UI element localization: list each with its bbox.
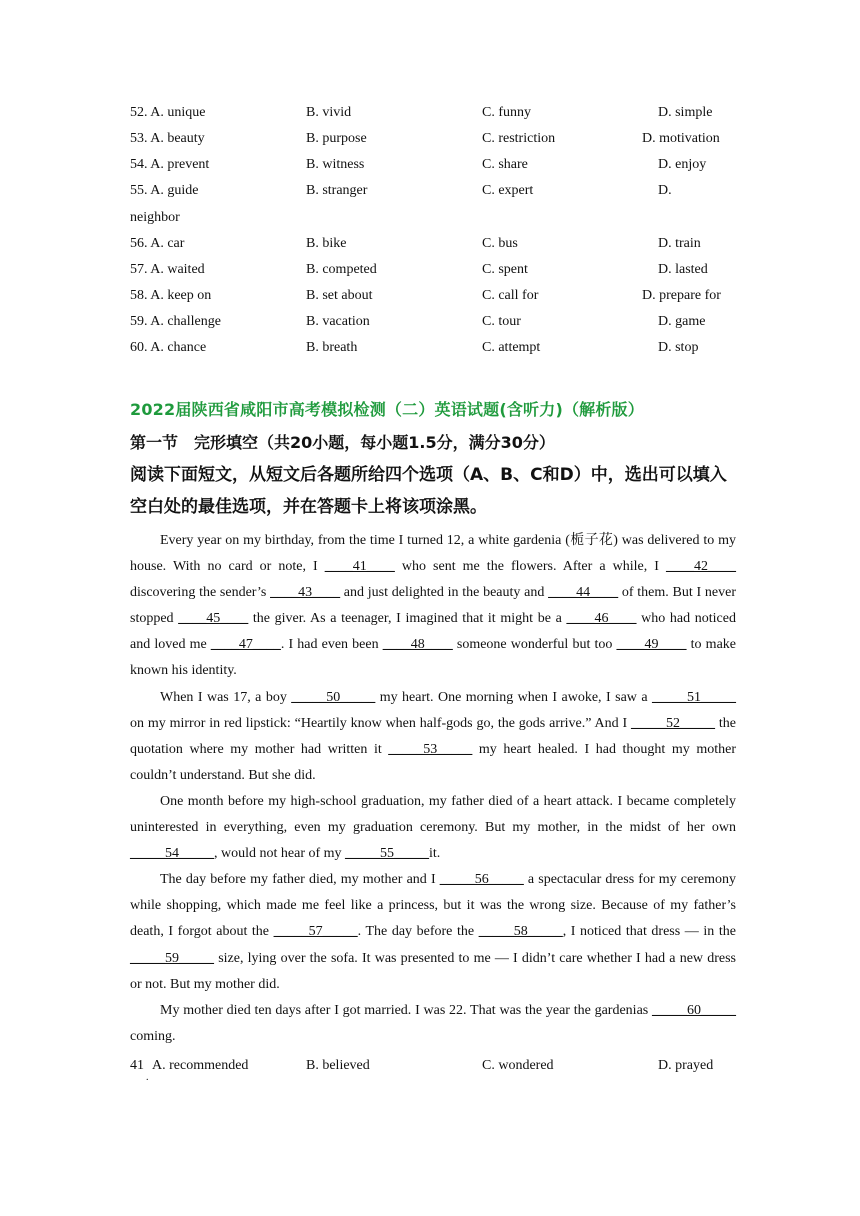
blank-60: _____60_____ bbox=[652, 1002, 736, 1018]
blank-46: ____46____ bbox=[566, 611, 637, 627]
option-a: 55. A. guide bbox=[130, 183, 199, 198]
exam-title: 2022届陕西省咸阳市高考模拟检测（二）英语试题(含听力)（解析版） bbox=[130, 400, 644, 419]
cloze-passage bbox=[130, 528, 736, 1050]
blank-56: _____56_____ bbox=[439, 872, 524, 888]
paragraph-2: When I was 17, a boy _____50_____ my heart. One morning when I awoke, I saw a _____51_____ on my mirror in red lipstick: “Heartily know when half-gods go, the gods arrive.” And I _____52_____ the quotation where my mother had written it _____53_____ my heart healed. I had thought my mother couldn’t understand. But she did. bbox=[130, 689, 736, 783]
option-b: B. bike bbox=[306, 236, 347, 251]
option-d: D. motivation bbox=[642, 131, 720, 146]
option-a: 54. A. prevent bbox=[130, 157, 210, 172]
option-c: C. funny bbox=[482, 105, 531, 120]
blank-57: _____57_____ bbox=[273, 924, 358, 940]
option-c: C. expert bbox=[482, 183, 534, 198]
option-row-56 bbox=[130, 231, 740, 257]
blank-42: ____42____ bbox=[666, 559, 737, 575]
option-row-59 bbox=[130, 309, 740, 335]
section-heading: 第一节 完形填空（共20小题，每小题1.5分，满分30分） bbox=[130, 433, 555, 452]
option-b: B. breath bbox=[306, 340, 358, 355]
blank-49: ____49____ bbox=[616, 637, 687, 653]
option-a: 59. A. challenge bbox=[130, 314, 221, 329]
option-d: D. simple bbox=[658, 105, 713, 120]
blank-44: ____44____ bbox=[548, 585, 619, 601]
option-row-54 bbox=[130, 152, 740, 178]
option-a: 58. A. keep on bbox=[130, 288, 212, 303]
blank-47: ____47____ bbox=[210, 637, 281, 653]
option-a: 57. A. waited bbox=[130, 262, 205, 277]
blank-45: ____45____ bbox=[178, 611, 249, 627]
option-row-53 bbox=[130, 126, 740, 152]
option-d: D. game bbox=[658, 314, 706, 329]
option-row-41 bbox=[130, 1053, 740, 1079]
blank-51: _____51_____ bbox=[652, 689, 736, 705]
option-d: D. enjoy bbox=[658, 157, 707, 172]
number-dot: . bbox=[146, 1072, 149, 1083]
option-a: 52. A. unique bbox=[130, 105, 206, 120]
option-b: B. witness bbox=[306, 157, 365, 172]
option-c: C. tour bbox=[482, 314, 521, 329]
option-d: D. bbox=[658, 183, 672, 198]
option-c: C. attempt bbox=[482, 340, 541, 355]
option-row-60 bbox=[130, 335, 740, 361]
question-number: 41 bbox=[130, 1058, 144, 1073]
option-d: D. prayed bbox=[658, 1058, 714, 1073]
option-row-55 bbox=[130, 178, 740, 204]
blank-50: _____50_____ bbox=[291, 689, 376, 705]
option-c: C. share bbox=[482, 157, 528, 172]
option-a: A. recommended bbox=[152, 1058, 249, 1073]
option-d: D. prepare for bbox=[642, 288, 721, 303]
blank-53: _____53_____ bbox=[388, 741, 473, 757]
paragraph-3: One month before my high-school graduation, my father died of a heart attack. I became completely uninterested in everything, even my graduation ceremony. But my mother, in the midst of her own _____54_____, would not hear of my _____55_____it. bbox=[130, 793, 736, 862]
instructions: 阅读下面短文，从短文后各题所给四个选项（A、B、C和D）中，选出可以填入空白处的最佳选项，并在答题卡上将该项涂黑。 bbox=[130, 465, 727, 517]
blank-59: _____59_____ bbox=[130, 950, 214, 966]
blank-48: ____48____ bbox=[382, 637, 453, 653]
option-d: D. train bbox=[658, 236, 701, 251]
option-c: C. spent bbox=[482, 262, 528, 277]
paragraph-5: My mother died ten days after I got married. I was 22. That was the year the gardenias _____60_____ coming. bbox=[130, 1002, 736, 1044]
option-d-wrap: neighbor bbox=[130, 210, 180, 225]
option-c: C. call for bbox=[482, 288, 539, 303]
blank-55: _____55_____ bbox=[345, 846, 430, 862]
option-c: C. restriction bbox=[482, 131, 556, 146]
blank-58: _____58_____ bbox=[478, 924, 563, 940]
option-b: B. believed bbox=[306, 1058, 370, 1073]
option-b: B. stranger bbox=[306, 183, 368, 198]
option-b: B. set about bbox=[306, 288, 373, 303]
option-row-52 bbox=[130, 100, 740, 126]
paragraph-4: The day before my father died, my mother and I _____56_____ a spectacular dress for my ceremony while shopping, which made me feel like a princess, but it was the wrong size. Because of my father’s death, I forgot about the _____57_____. The day before the _____58_____, I noticed that dress — in the _____59_____ size, lying over the sofa. It was presented to me — I didn’t care whether I had a new dress or not. But my mother did. bbox=[130, 872, 736, 992]
option-row-58 bbox=[130, 283, 740, 309]
option-d: D. lasted bbox=[658, 262, 708, 277]
blank-54: _____54_____ bbox=[130, 846, 214, 862]
blank-43: ____43____ bbox=[270, 585, 341, 601]
blank-41: ____41____ bbox=[324, 559, 395, 575]
option-a: 56. A. car bbox=[130, 236, 185, 251]
option-b: B. competed bbox=[306, 262, 377, 277]
option-c: C. bus bbox=[482, 236, 518, 251]
option-c: C. wondered bbox=[482, 1058, 554, 1073]
option-a: 53. A. beauty bbox=[130, 131, 205, 146]
blank-52: _____52_____ bbox=[631, 715, 716, 731]
paragraph-1: Every year on my birthday, from the time I turned 12, a white gardenia (栀子花) was delivered to my house. With no card or note, I ____41____ who sent me the flowers. After a while, I ____42____ discovering the sender’s ____43____ and just delighted in the beauty and ____44____ of them. But I never stopped ____45____ the giver. As a teenager, I imagined that it might be a ____46____ who had noticed and loved me ____47____. I had even been ____48____ someone wonderful but too ____49____ to make known his identity. bbox=[130, 533, 737, 679]
option-row-57 bbox=[130, 257, 740, 283]
option-b: B. vivid bbox=[306, 105, 352, 120]
option-a: 60. A. chance bbox=[130, 340, 207, 355]
option-b: B. vacation bbox=[306, 314, 370, 329]
option-b: B. purpose bbox=[306, 131, 367, 146]
option-d: D. stop bbox=[658, 340, 699, 355]
